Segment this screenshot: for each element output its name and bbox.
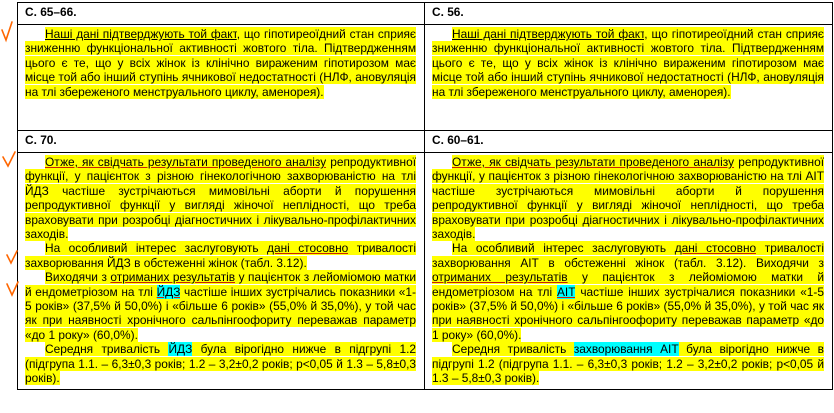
paragraph (432, 155, 824, 241)
highlighted-text: , що гіпотиреоїдний стан сприяє зниженню функціональної активності жовтого тіла. Підтвердженням цього є те, що у всіх жінок із клінічно вираженим гіпотирозом має місце той або інший ступінь ячникової недостатності (НЛФ, ановуляція на тлі збереженого менструального циклу, аменорея). (25, 27, 416, 99)
underlined-phrase: Отже, як свідчать результати проведеного аналізу (452, 155, 735, 169)
paragraph (25, 342, 416, 385)
cell-header-top-left: С. 65–66. (18, 3, 425, 25)
checkmark-icon (7, 251, 17, 263)
highlighted-text: частіше інших зустрічались показники «1-5 років» (37,5% й 50,0%) і «більше 6 років» (55,0% й 35,0%), у той час як при наявності хронічного сальпінгоофориту переважав параметр «до 1 року» (60,0%). (25, 284, 416, 342)
cell-top-right (425, 25, 833, 131)
highlighted-text: репродуктивної функції, у пацієнток з різною гінекологічною захворюваністю на тлі ЙДЗ частіше зустрічаються мимовільні аборти й порушення репродуктивної функції у вигляді жіночої неплідності, що треба враховувати при розробці діагностичних і лікувально-профілактичних заходів. (25, 155, 416, 242)
highlighted-text: у пацієнток з лейоміомою матки й ендометріозом на тлі (25, 270, 416, 299)
comparison-table (17, 2, 833, 390)
highlighted-text: репродуктивної функції, у пацієнток з різною гінекологічною захворюваністю на тлі АІТ частіше зустрічаються мимовільні аборти й порушення репродуктивної функції у вигляді жіночої неплідності, що треба враховувати при розробці діагностичних і лікувально-профілактичних заходів. (432, 155, 824, 242)
highlighted-text: Виходячи з (45, 270, 111, 285)
cell-header-top-right: С. 56. (425, 3, 833, 25)
paragraph (25, 27, 416, 99)
underlined-phrase: дані стосовно (674, 241, 757, 256)
highlighted-text: На особливий інтерес заслуговують (452, 241, 675, 256)
cyan-highlight: ЙДЗ (168, 342, 193, 357)
underlined-phrase: Наші дані підтверджують той факт (452, 27, 645, 41)
highlighted-text: , що гіпотиреоїдний стан сприяє зниженню функціональної активності жовтого тіла. Підтвердженням цього є те, що у всіх жінок із клінічно вираженим гіпотирозом має місце той або інший ступінь ячникової недостатності (НЛФ, ановуляція на тлі збереженого менструального циклу, аменорея). (432, 27, 824, 99)
highlighted-text: На особливий інтерес заслуговують (45, 241, 268, 256)
paragraph (25, 241, 416, 270)
paragraph (432, 241, 824, 342)
highlighted-text: тривалості захворювання ЙДЗ в обстеженні жінок (табл. 3.12). (25, 241, 416, 270)
highlighted-text: Середня тривалість (45, 342, 169, 357)
cyan-highlight: захворювання АІТ (573, 342, 679, 357)
cyan-highlight: АІТ (556, 284, 576, 299)
cell-header-bottom-left: С. 70. (18, 131, 425, 153)
cell-header-bottom-right: С. 60–61. (425, 131, 833, 153)
paragraph (432, 342, 824, 385)
highlighted-text: була вірогідно нижче в підгрупі 1.2 (підгрупа 1.1. – 6,3±0,3 років; 1.2 – 3,2±0,2 років; р<0,05 й 1.3 – 5,8±0,3 років). (25, 342, 416, 386)
paragraph (432, 27, 824, 99)
highlighted-text: частіше інших зустрічалися показники «1-5 років» (37,5% й 50,0%) і «більше 6 років» (55,0% й 35,0%), у той час як при наявності хронічного сальпінгоофориту переважав параметр «до 1 року» (60,0%). (432, 284, 824, 342)
checkmark-icon (3, 152, 15, 166)
paragraph (25, 155, 416, 241)
underlined-phrase: Наші дані підтверджують той факт (45, 27, 237, 41)
underlined-phrase: дані стосовно (267, 241, 349, 256)
highlighted-text: у пацієнток з лейоміомою матки й ендометріозом на тлі (432, 270, 824, 299)
checkmark-icon (2, 22, 12, 40)
highlighted-text: була вірогідно нижче в підгрупі 1.2 (підгрупа 1.1. – 6,3±0,3 років; 1.2 – 3,2±0,2 років; р<0,05 й 1.3 – 5,8±0,3 років). (432, 342, 824, 386)
cell-top-left (18, 25, 425, 131)
underlined-phrase: отриманих результатів (432, 270, 568, 285)
paragraph (25, 270, 416, 342)
underlined-phrase: отриманих результатів (110, 270, 236, 285)
cell-bottom-right (425, 153, 833, 390)
highlighted-text: Середня тривалість (452, 342, 574, 357)
cell-bottom-left (18, 153, 425, 390)
cyan-highlight: ЙДЗ (156, 284, 181, 299)
highlighted-text: тривалості захворювання АІТ в обстеженні жінок (табл. 3.12). Виходячи з (432, 241, 824, 270)
underlined-phrase: Отже, як свідчать результати проведеного аналізу (45, 155, 327, 169)
